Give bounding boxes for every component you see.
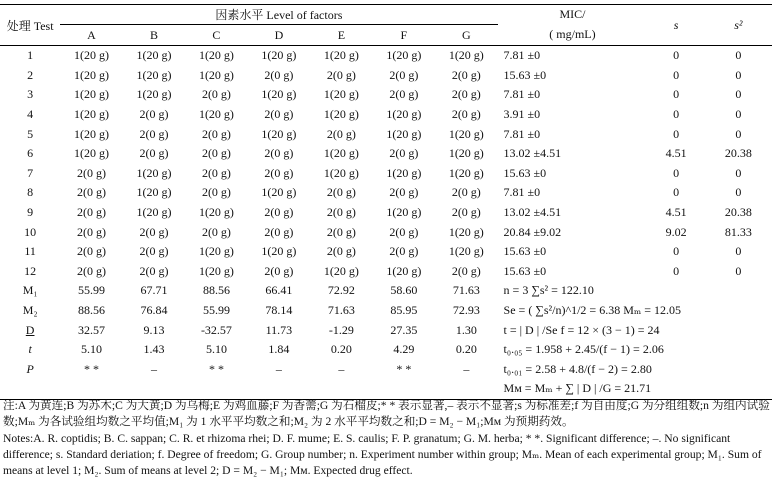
factor-level-cell: 1(20 g) <box>386 263 422 278</box>
factor-level-cell: 2(0 g) <box>389 87 419 102</box>
summary-value-cell: 5.10 <box>205 342 227 357</box>
factor-level-cell: 1(20 g) <box>386 48 422 63</box>
summary-value-cell: -1.29 <box>328 322 354 337</box>
factor-level-cell: 1(20 g) <box>448 126 484 141</box>
s2-cell: 81.33 <box>724 224 752 239</box>
factor-level-cell: 1(20 g) <box>448 48 484 63</box>
factor-level-cell: 1(20 g) <box>261 244 297 259</box>
factor-level-cell: 1(20 g) <box>136 185 172 200</box>
factor-level-cell: 2(0 g) <box>77 244 106 259</box>
summary-stat-cell: Se = ( ∑s²/n)^1/2 = 6.38 Mₘ = 12.05 <box>503 303 681 318</box>
factor-level-cell: 1(20 g) <box>323 87 359 102</box>
factor-level-cell: 1(20 g) <box>198 48 234 63</box>
s2-cell: 0 <box>735 185 742 200</box>
summary-value-cell: -32.57 <box>200 322 232 337</box>
s2-cell: 0 <box>735 107 742 122</box>
test-number-cell: 1 <box>27 48 34 63</box>
summary-value-cell: 0.20 <box>455 342 477 357</box>
factor-level-cell: 1(20 g) <box>448 224 484 239</box>
factor-level-cell: 2(0 g) <box>326 244 356 259</box>
factor-level-cell: 1(20 g) <box>261 48 297 63</box>
summary-value-cell: 55.99 <box>202 303 230 318</box>
factor-level-cell: 2(0 g) <box>389 185 419 200</box>
factor-level-cell: 1(20 g) <box>323 263 359 278</box>
header-factor-b: B <box>149 27 158 42</box>
s-cell: 0 <box>673 126 680 141</box>
factor-level-cell: 2(0 g) <box>139 244 169 259</box>
s2-cell: 0 <box>735 263 742 278</box>
factor-level-cell: 2(0 g) <box>139 224 169 239</box>
factor-level-cell: 1(20 g) <box>74 146 109 161</box>
table-row <box>0 242 772 262</box>
factor-level-cell: 1(20 g) <box>386 205 422 220</box>
s-cell: 0 <box>673 67 680 82</box>
factor-level-cell: 1(20 g) <box>386 165 422 180</box>
summary-label-cell: t <box>28 342 32 357</box>
summary-value-cell: 4.29 <box>393 342 415 357</box>
s2-cell: 20.38 <box>724 146 752 161</box>
test-number-cell: 9 <box>27 205 34 220</box>
factor-level-cell: 2(0 g) <box>139 107 169 122</box>
summary-label-cell: P <box>26 361 34 376</box>
factor-level-cell: 2(0 g) <box>264 224 294 239</box>
factor-level-cell: 2(0 g) <box>326 126 356 141</box>
header-factor-group: 因素水平 Level of factors <box>60 5 497 25</box>
summary-value-cell: 32.57 <box>78 322 105 337</box>
s-cell: 4.51 <box>665 146 687 161</box>
summary-stat-cell: t₀.₀₁ = 2.58 + 4.8/(f − 2) = 2.80 <box>503 361 652 376</box>
factor-level-cell: 2(0 g) <box>451 185 481 200</box>
summary-value-cell: * * <box>84 361 99 376</box>
mic-cell: 13.02 ±4.51 <box>503 146 562 161</box>
factor-level-cell: 1(20 g) <box>74 67 109 82</box>
summary-value-cell: 72.93 <box>452 303 480 318</box>
final-stat-cell: Mᴍ = Mₘ + ∑ | D | /G = 21.71 <box>503 381 652 396</box>
summary-row <box>0 340 772 360</box>
mic-cell: 15.63 ±0 <box>503 263 547 278</box>
summary-row <box>0 301 772 321</box>
table-row <box>0 124 772 144</box>
test-number-cell: 12 <box>24 263 37 278</box>
header-factor-d: D <box>274 27 284 42</box>
factor-level-cell: 2(0 g) <box>451 107 481 122</box>
mic-cell: 7.81 ±0 <box>503 48 541 63</box>
mic-cell: 15.63 ±0 <box>503 244 547 259</box>
factor-level-cell: 1(20 g) <box>448 165 484 180</box>
table-row <box>0 144 772 164</box>
summary-value-cell: 66.41 <box>265 283 293 298</box>
orthogonal-test-table <box>0 4 772 400</box>
summary-row <box>0 320 772 340</box>
test-number-cell: 2 <box>27 67 34 82</box>
header-test: 处理 Test <box>6 18 54 33</box>
s-cell: 0 <box>673 48 680 63</box>
test-number-cell: 10 <box>24 224 37 239</box>
factor-level-cell: 2(0 g) <box>326 67 356 82</box>
factor-level-cell: 1(20 g) <box>323 48 359 63</box>
factor-level-cell: 1(20 g) <box>74 126 109 141</box>
summary-value-cell: 78.14 <box>265 303 293 318</box>
factor-level-cell: 2(0 g) <box>264 205 294 220</box>
factor-level-cell: 2(0 g) <box>264 67 294 82</box>
factor-level-cell: 1(20 g) <box>74 48 109 63</box>
factor-level-cell: 1(20 g) <box>386 107 422 122</box>
summary-value-cell: – <box>150 361 157 376</box>
summary-value-cell: 71.63 <box>452 283 480 298</box>
factor-level-cell: 1(20 g) <box>136 165 172 180</box>
summary-value-cell: 58.60 <box>390 283 418 298</box>
summary-label-cell: M₁ <box>22 283 38 298</box>
factor-level-cell: 1(20 g) <box>261 185 297 200</box>
summary-value-cell: – <box>463 361 470 376</box>
factor-level-cell: 1(20 g) <box>323 107 359 122</box>
summary-row <box>0 281 772 301</box>
summary-value-cell: 1.84 <box>268 342 290 357</box>
s2-cell: 0 <box>735 87 742 102</box>
factor-level-cell: 2(0 g) <box>326 224 356 239</box>
s-cell: 0 <box>673 244 680 259</box>
mic-cell: 7.81 ±0 <box>503 87 541 102</box>
summary-value-cell: – <box>275 361 282 376</box>
factor-level-cell: 1(20 g) <box>261 87 297 102</box>
summary-value-cell: – <box>338 361 345 376</box>
factor-level-cell: 1(20 g) <box>448 244 484 259</box>
test-number-cell: 4 <box>27 107 34 122</box>
summary-value-cell: 85.95 <box>390 303 418 318</box>
summary-value-cell: 5.10 <box>81 342 102 357</box>
s-cell: 4.51 <box>665 205 687 220</box>
factor-level-cell: 2(0 g) <box>326 205 356 220</box>
mic-cell: 15.63 ±0 <box>503 67 547 82</box>
factor-level-cell: 2(0 g) <box>451 87 481 102</box>
summary-stat-cell: t₀.₀₅ = 1.958 + 2.45/(f − 1) = 2.06 <box>503 342 664 357</box>
notes-english: Notes:A. R. coptidis; B. C. sappan; C. R. et rhizoma rhei; D. F. mume; E. S. caulis; F. P. granatum; G. M. herba; * *. Significant difference; –. No significant difference; s. Standard deriation; f. Degree of freedom; G. Group number; n. Experiment number within group; Mₘ. Mean of each experimental group; M₁. Sum of means at level 1; M₂. Sum of means at level 2; D = M₂ − M₁; Mᴍ. Expected drug effect. <box>3 431 762 478</box>
header-s2: s² <box>734 17 743 32</box>
s-cell: 9.02 <box>665 224 687 239</box>
table-row <box>0 262 772 282</box>
factor-level-cell: 1(20 g) <box>198 263 234 278</box>
notes-chinese: 注:A 为黄连;B 为苏木;C 为大黄;D 为乌梅;E 为鸡血藤;F 为香薷;G 为石榴皮;* * 表示显著,– 表示不显著;s 为标准差;f 为自由度;G 为分组组数;n 为组内试验数;Mₘ 为各试验组均数之平均值;M₁ 为 1 水平平均数之和;M₂ 为 2 水平平均数之和;D = M₂ − M₁;Mᴍ 为预期药效。 <box>3 399 770 429</box>
factor-level-cell: 2(0 g) <box>264 165 294 180</box>
test-number-cell: 6 <box>27 146 34 161</box>
header-mic-unit: ( mg/mL) <box>549 27 596 42</box>
summary-label-cell: M₂ <box>22 303 38 318</box>
s2-cell: 0 <box>735 244 742 259</box>
factor-level-cell: 1(20 g) <box>198 244 234 259</box>
header-factor-c: C <box>212 27 221 42</box>
summary-value-cell: 55.99 <box>78 283 105 298</box>
s-cell: 0 <box>673 87 680 102</box>
s2-cell: 20.38 <box>724 205 752 220</box>
summary-value-cell: 9.13 <box>143 322 165 337</box>
mic-cell: 3.91 ±0 <box>503 107 541 122</box>
factor-level-cell: 1(20 g) <box>74 87 109 102</box>
table-notes <box>3 398 771 479</box>
factor-level-cell: 2(0 g) <box>139 263 169 278</box>
factor-level-cell: 2(0 g) <box>201 87 231 102</box>
summary-row <box>0 360 772 380</box>
factor-level-cell: 2(0 g) <box>451 205 481 220</box>
factor-level-cell: 2(0 g) <box>326 185 356 200</box>
factor-level-cell: 2(0 g) <box>77 205 106 220</box>
table-row <box>0 66 772 86</box>
summary-label-cell: D <box>25 322 35 337</box>
factor-level-cell: 2(0 g) <box>77 185 106 200</box>
factor-level-cell: 2(0 g) <box>389 146 419 161</box>
summary-value-cell: 88.56 <box>78 303 105 318</box>
mic-cell: 13.02 ±4.51 <box>503 205 562 220</box>
test-number-cell: 7 <box>27 165 34 180</box>
factor-level-cell: 2(0 g) <box>201 165 231 180</box>
s-cell: 0 <box>673 165 680 180</box>
factor-level-cell: 1(20 g) <box>198 67 234 82</box>
s2-cell: 0 <box>735 165 742 180</box>
test-number-cell: 3 <box>27 87 34 102</box>
table-row <box>0 183 772 203</box>
factor-level-cell: 1(20 g) <box>136 87 172 102</box>
table-body <box>0 46 772 400</box>
header-factor-a: A <box>87 27 96 42</box>
factor-level-cell: 2(0 g) <box>201 146 231 161</box>
summary-value-cell: 67.71 <box>140 283 168 298</box>
summary-value-cell: * * <box>396 361 412 376</box>
s-cell: 0 <box>673 263 680 278</box>
empty-cell <box>0 379 498 399</box>
s-cell: 0 <box>673 185 680 200</box>
table-row <box>0 105 772 125</box>
factor-level-cell: 1(20 g) <box>323 146 359 161</box>
header-factor-g: G <box>461 27 471 42</box>
header-factor-e: E <box>337 27 346 42</box>
header-mic: MIC/ <box>559 7 586 22</box>
mic-cell: 15.63 ±0 <box>503 165 547 180</box>
summary-value-cell: 27.35 <box>390 322 418 337</box>
summary-value-cell: 88.56 <box>202 283 230 298</box>
summary-stat-cell: n = 3 ∑s² = 122.10 <box>503 283 594 298</box>
mic-cell: 7.81 ±0 <box>503 185 541 200</box>
test-number-cell: 8 <box>27 185 34 200</box>
summary-value-cell: 71.63 <box>327 303 355 318</box>
factor-level-cell: 2(0 g) <box>201 126 231 141</box>
factor-level-cell: 1(20 g) <box>198 205 234 220</box>
summary-value-cell: 76.84 <box>140 303 168 318</box>
factor-level-cell: 1(20 g) <box>261 126 297 141</box>
factor-level-cell: 2(0 g) <box>264 263 294 278</box>
factor-level-cell: 2(0 g) <box>139 126 169 141</box>
summary-stat-cell: t = | D | /Se f = 12 × (3 − 1) = 24 <box>503 322 660 337</box>
s2-cell: 0 <box>735 48 742 63</box>
factor-level-cell: 1(20 g) <box>448 146 484 161</box>
factor-level-cell: 2(0 g) <box>77 224 106 239</box>
factor-level-cell: 1(20 g) <box>323 165 359 180</box>
factor-level-cell: 2(0 g) <box>201 224 231 239</box>
s-cell: 0 <box>673 107 680 122</box>
summary-value-cell: 1.30 <box>455 322 477 337</box>
test-number-cell: 5 <box>27 126 34 141</box>
factor-level-cell: 1(20 g) <box>74 107 109 122</box>
s2-cell: 0 <box>735 67 742 82</box>
factor-level-cell: 1(20 g) <box>136 67 172 82</box>
summary-value-cell: 11.73 <box>265 322 293 337</box>
factor-level-cell: 1(20 g) <box>136 205 172 220</box>
table-row <box>0 85 772 105</box>
factor-level-cell: 2(0 g) <box>201 185 231 200</box>
factor-level-cell: 2(0 g) <box>389 224 419 239</box>
summary-value-cell: 1.43 <box>143 342 165 357</box>
factor-level-cell: 1(20 g) <box>198 107 234 122</box>
factor-level-cell: 2(0 g) <box>264 146 294 161</box>
summary-value-cell: 72.92 <box>327 283 355 298</box>
factor-level-cell: 2(0 g) <box>389 67 419 82</box>
factor-level-cell: 2(0 g) <box>139 146 169 161</box>
header-factor-f: F <box>400 27 408 42</box>
factor-level-cell: 1(20 g) <box>386 126 422 141</box>
factor-level-cell: 1(20 g) <box>136 48 172 63</box>
factor-level-cell: 2(0 g) <box>77 165 106 180</box>
factor-level-cell: 2(0 g) <box>264 107 294 122</box>
table-row <box>0 46 772 66</box>
table-row <box>0 203 772 223</box>
mic-cell: 7.81 ±0 <box>503 126 541 141</box>
header-s: s <box>673 17 679 32</box>
table-row <box>0 222 772 242</box>
mic-cell: 20.84 ±9.02 <box>503 224 562 239</box>
test-number-cell: 11 <box>24 244 36 259</box>
summary-row <box>0 379 772 399</box>
summary-value-cell: 0.20 <box>330 342 352 357</box>
summary-value-cell: * * <box>208 361 224 376</box>
factor-level-cell: 2(0 g) <box>77 263 106 278</box>
factor-level-cell: 2(0 g) <box>389 244 419 259</box>
s2-cell: 0 <box>735 126 742 141</box>
table-row <box>0 164 772 184</box>
factor-level-cell: 2(0 g) <box>451 263 481 278</box>
factor-level-cell: 2(0 g) <box>451 67 481 82</box>
